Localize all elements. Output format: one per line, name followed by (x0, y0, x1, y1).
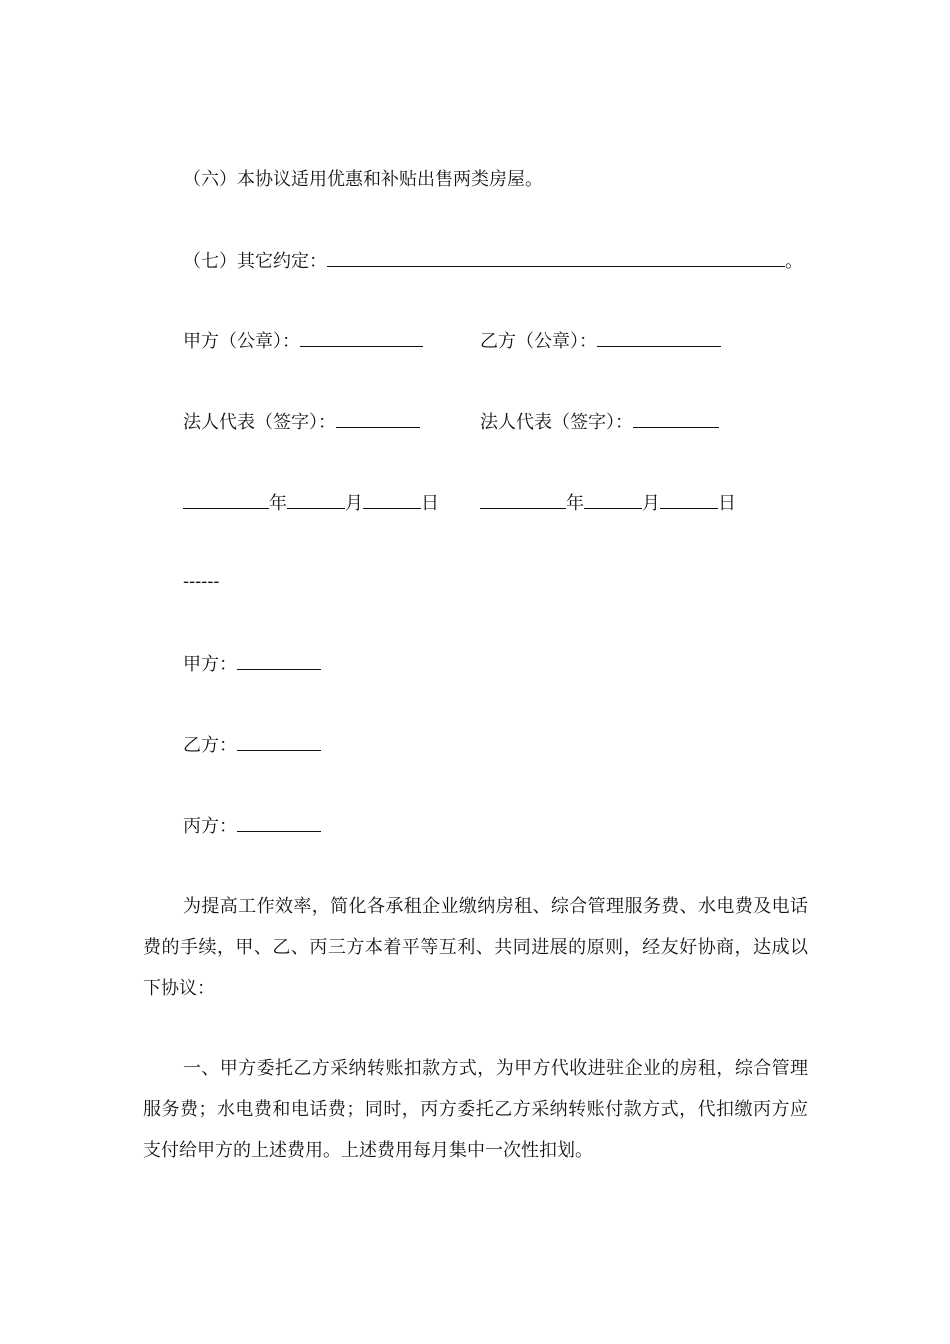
party-b-legal-rep-blank[interactable] (633, 409, 719, 428)
party-b-day-blank[interactable] (660, 490, 718, 509)
party-b-date-line (480, 490, 736, 516)
year-label: 年 (269, 493, 287, 514)
party-a-legal-rep-blank[interactable] (336, 409, 420, 428)
party-a-blank[interactable] (237, 651, 321, 670)
party-b-seal-blank[interactable] (597, 328, 721, 347)
clause-seven-end: 。 (785, 251, 803, 272)
article-one: 一、甲方委托乙方采纳转账扣款方式，为甲方代收进驻企业的房租，综合管理服务费；水电费和电话费；同时，丙方委托乙方采纳转账付款方式，代扣缴丙方应支付给甲方的上述费用。上述费用每月集中一次性扣划。 (143, 1058, 808, 1161)
party-b-blank[interactable] (237, 732, 321, 751)
intro-paragraph: 为提高工作效率，简化各承租企业缴纳房租、综合管理服务费、水电费及电话费的手续，甲、乙、丙三方本着平等互利、共同进展的原则，经友好协商，达成以下协议： (143, 896, 808, 999)
month-label: 月 (642, 493, 660, 514)
party-b-line (183, 732, 321, 758)
party-c-label: 丙方： (183, 816, 237, 837)
party-a-legal-rep-line (183, 409, 420, 435)
party-a-month-blank[interactable] (287, 490, 345, 509)
party-a-legal-rep-label: 法人代表（签字）： (183, 412, 336, 433)
clause-six: （六）本协议适用优惠和补贴出售两类房屋。 (183, 169, 543, 190)
month-label: 月 (345, 493, 363, 514)
day-label: 日 (421, 493, 439, 514)
party-b-legal-rep-label: 法人代表（签字）： (480, 412, 633, 433)
clause-seven-label: （七）其它约定： (183, 251, 327, 272)
party-a-line (183, 651, 321, 677)
party-a-day-blank[interactable] (363, 490, 421, 509)
party-a-seal-line (183, 328, 423, 354)
party-b-seal-label: 乙方（公章）： (480, 331, 597, 352)
section-separator: ------ (183, 571, 220, 592)
party-c-blank[interactable] (237, 813, 321, 832)
clause-seven-blank[interactable] (327, 248, 785, 267)
party-a-date-line (183, 490, 439, 516)
party-b-label: 乙方： (183, 735, 237, 756)
party-a-year-blank[interactable] (183, 490, 269, 509)
party-b-seal-line (480, 328, 721, 354)
party-b-legal-rep-line (480, 409, 719, 435)
year-label: 年 (566, 493, 584, 514)
party-a-seal-blank[interactable] (300, 328, 423, 347)
party-a-seal-label: 甲方（公章）： (183, 331, 300, 352)
day-label: 日 (718, 493, 736, 514)
party-b-month-blank[interactable] (584, 490, 642, 509)
party-a-label: 甲方： (183, 654, 237, 675)
clause-seven (183, 248, 803, 274)
party-c-line (183, 813, 321, 839)
party-b-year-blank[interactable] (480, 490, 566, 509)
